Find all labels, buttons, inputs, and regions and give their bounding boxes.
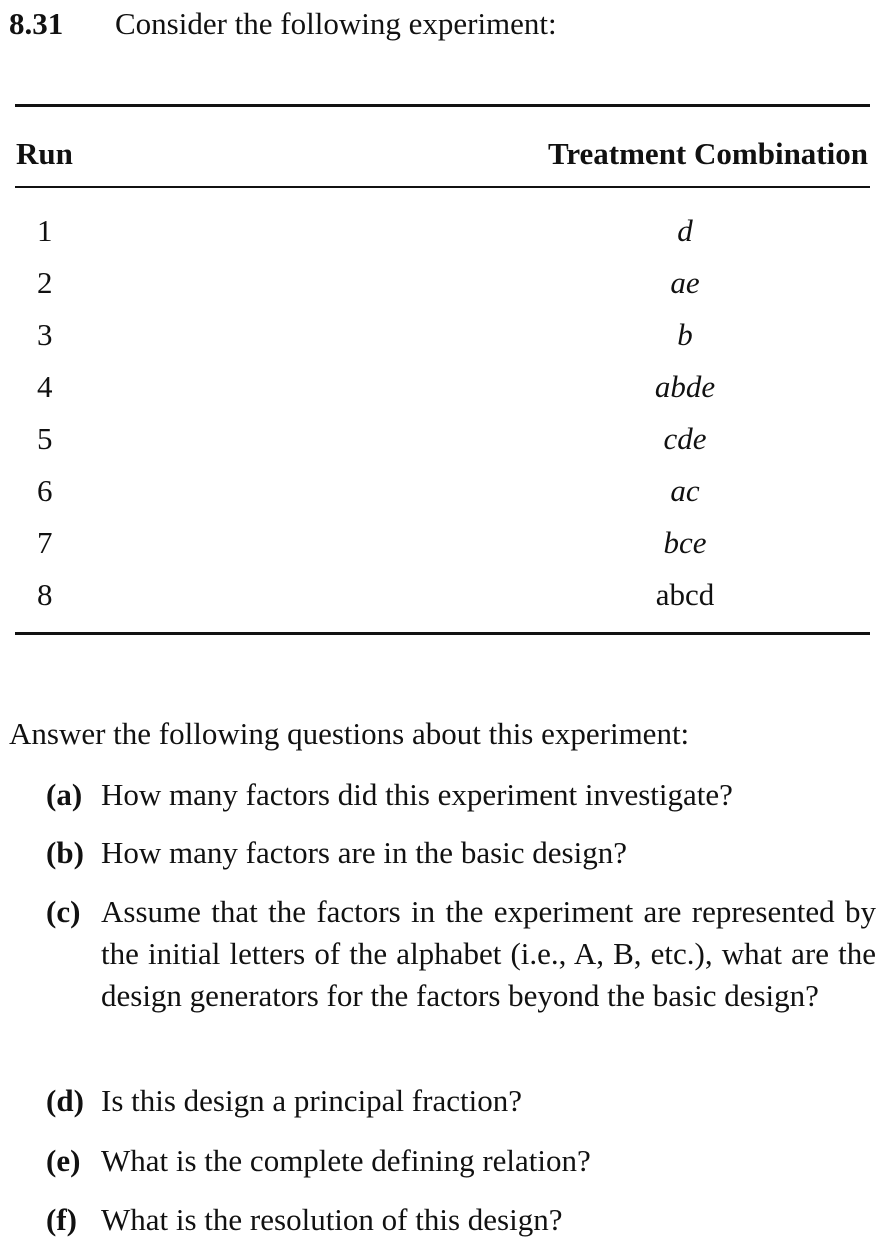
table-row	[15, 413, 870, 465]
run-cell: 8	[37, 577, 53, 612]
treatment-cell: abde	[654, 369, 716, 404]
table-row	[15, 309, 870, 361]
question-label: (d)	[46, 1083, 84, 1118]
table-row	[15, 517, 870, 569]
table-top-rule	[15, 104, 870, 107]
question-text: What is the resolution of this design?	[101, 1202, 563, 1237]
questions-intro: Answer the following questions about this experiment:	[9, 716, 690, 751]
question-text: Is this design a principal fraction?	[101, 1083, 522, 1118]
table-row	[15, 361, 870, 413]
question-text: What is the complete defining relation?	[101, 1143, 591, 1178]
table-row	[15, 205, 870, 257]
question-label: (a)	[46, 777, 83, 812]
problem-prompt: Consider the following experiment:	[115, 6, 557, 41]
table-body	[15, 205, 870, 621]
table-row	[15, 569, 870, 621]
table-header-rule	[15, 186, 870, 188]
treatment-cell: ac	[670, 473, 700, 508]
question-label: (f)	[46, 1202, 77, 1237]
run-cell: 6	[37, 473, 53, 508]
run-cell: 7	[37, 525, 53, 560]
question-text: How many factors are in the basic design?	[101, 835, 627, 870]
question-e	[46, 1140, 876, 1182]
treatment-cell: cde	[663, 421, 707, 456]
run-cell: 4	[37, 369, 53, 404]
run-cell: 1	[37, 213, 53, 248]
table-bottom-rule	[15, 632, 870, 635]
table-row	[15, 257, 870, 309]
table-row	[15, 465, 870, 517]
question-b	[46, 832, 876, 874]
question-label: (e)	[46, 1143, 81, 1178]
question-label: (b)	[46, 835, 84, 870]
question-d	[46, 1080, 876, 1122]
treatment-cell: b	[677, 317, 693, 352]
treatment-cell: bce	[663, 525, 707, 560]
question-a	[46, 774, 876, 816]
run-column-header: Run	[16, 136, 73, 171]
question-c	[46, 891, 876, 1017]
question-f	[46, 1199, 876, 1241]
treatment-cell: d	[677, 213, 693, 248]
run-cell: 5	[37, 421, 53, 456]
treatment-cell: ae	[670, 265, 700, 300]
question-label: (c)	[46, 894, 81, 929]
question-text: Assume that the factors in the experiment are represented by the initial letters of the alphabet (i.e., A, B, etc.), what are the design generators for the factors beyond the basic design?	[101, 894, 876, 1013]
run-cell: 3	[37, 317, 53, 352]
treatment-column-header: Treatment Combination	[547, 136, 868, 171]
problem-header	[9, 4, 557, 44]
problem-number: 8.31	[9, 6, 64, 41]
treatment-cell: abcd	[655, 577, 715, 612]
run-cell: 2	[37, 265, 53, 300]
question-text: How many factors did this experiment investigate?	[101, 777, 733, 812]
